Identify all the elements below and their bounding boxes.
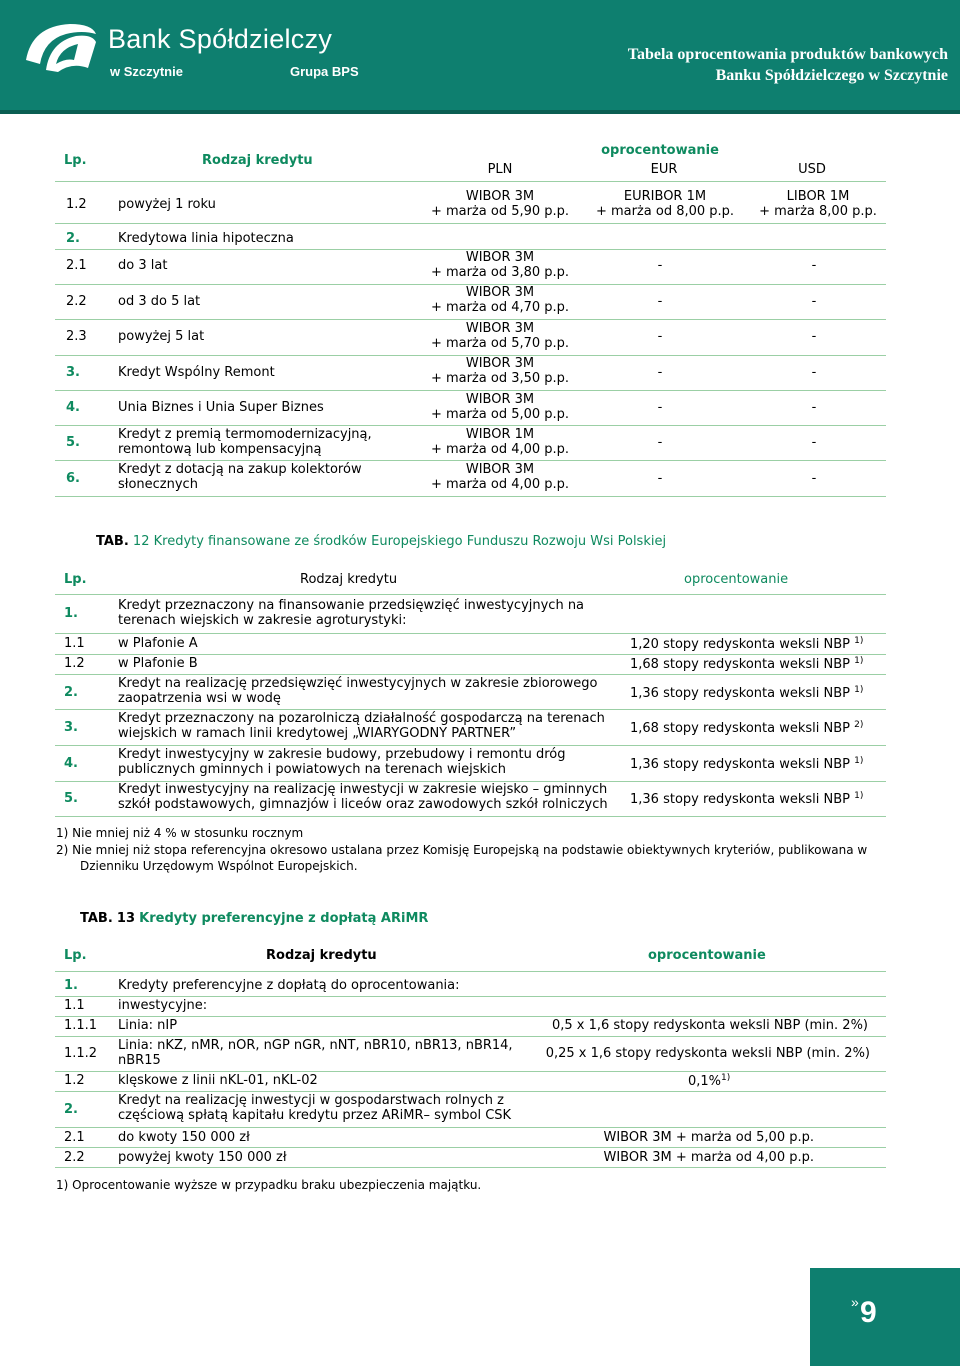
row-name: Kredyt z premią termomodernizacyjną, remontową lub kompensacyjną xyxy=(118,427,372,457)
row-lp: 6. xyxy=(66,471,80,486)
col-header-usd: USD xyxy=(798,162,826,177)
row-divider xyxy=(55,1036,886,1037)
row-name: Kredyty preferencyjne z dopłatą do oprocentowania: xyxy=(118,978,460,993)
row-rate: 1,36 stopy redyskonta weksli NBP $^{1)}$ xyxy=(630,791,864,807)
table-caption: TAB. 12 Kredyty finansowane ze środków Europejskiego Funduszu Rozwoju Wsi Polskiej xyxy=(96,534,667,549)
row-name: w Plafonie B xyxy=(118,656,198,671)
row-rate: 1,68 stopy redyskonta weksli NBP $^{1)}$ xyxy=(630,656,864,672)
row-divider xyxy=(55,816,886,817)
row-name: Linia: nKZ, nMR, nOR, nGP nGR, nNT, nBR10, nBR13, nBR14, nBR15 xyxy=(118,1038,513,1068)
row-lp: 1. xyxy=(64,978,78,993)
row-name: powyżej 5 lat xyxy=(118,329,205,344)
row-name: Kredyt na realizację przedsięwzięć inwestycyjnych w zakresie zbiorowego zaopatrzenia wsi w wodę xyxy=(118,676,598,706)
row-name: powyżej 1 roku xyxy=(118,197,216,212)
row-name: Kredyt przeznaczony na pozarolniczą działalność gospodarczą na terenach wiejskich w ramach linii kredytowej „WIARYGODNY PARTNER” xyxy=(118,711,605,741)
row-pln-rate: WIBOR 3M + marża od 3,80 p.p. xyxy=(430,250,570,280)
col-header-eur: EUR xyxy=(650,162,678,177)
row-divider xyxy=(55,745,886,746)
col-header-oprocentowanie: oprocentowanie xyxy=(648,948,766,963)
row-divider xyxy=(55,1147,886,1148)
row-rate: 0,25 x 1,6 stopy redyskonta weksli NBP (min. 2%) xyxy=(545,1046,870,1061)
document-title xyxy=(628,44,948,86)
row-divider xyxy=(55,425,886,426)
footnote: Dzienniku Urzędowym Wspólnot Europejskich. xyxy=(80,859,358,873)
row-rate: 1,68 stopy redyskonta weksli NBP $^{2)}$ xyxy=(630,720,864,736)
row-rate: WIBOR 3M + marża od 5,00 p.p. xyxy=(603,1130,814,1145)
page-number: 9 xyxy=(860,1296,877,1329)
row-usd-rate: - xyxy=(811,365,817,380)
row-usd-rate: - xyxy=(811,294,817,309)
bank-logo-icon xyxy=(22,20,100,78)
row-lp: 1. xyxy=(64,606,78,621)
row-lp: 1.2 xyxy=(64,1073,85,1088)
chevron-icon: » xyxy=(851,1294,859,1310)
row-name: w Plafonie A xyxy=(118,636,198,651)
footnote: 1) Nie mniej niż 4 % w stosunku rocznym xyxy=(56,826,304,840)
row-lp: 1.1.2 xyxy=(64,1046,98,1061)
row-usd-rate: - xyxy=(811,400,817,415)
row-divider xyxy=(55,1071,886,1072)
row-lp: 2. xyxy=(64,1102,78,1117)
col-header-rodzaj: Rodzaj kredytu xyxy=(202,153,313,168)
footnote: 1) Oprocentowanie wyższe w przypadku braku ubezpieczenia majątku. xyxy=(56,1178,482,1192)
row-name: Kredyt inwestycyjny na realizację inwestycji w zakresie wiejsko – gminnych szkół podstawowych, gimnazjów i liceów oraz zawodowych szkół rolniczych xyxy=(118,782,608,812)
row-name: do 3 lat xyxy=(118,258,168,273)
col-header-pln: PLN xyxy=(487,162,513,177)
row-rate: 1,36 stopy redyskonta weksli NBP $^{1)}$ xyxy=(630,685,864,701)
row-usd-rate: - xyxy=(811,435,817,450)
row-lp: 2. xyxy=(66,231,80,246)
row-lp: 1.2 xyxy=(64,656,85,671)
row-pln-rate: WIBOR 3M + marża od 5,90 p.p. xyxy=(430,189,570,219)
bank-name: Bank Spółdzielczy xyxy=(108,24,333,54)
document-title-line2: Banku Spółdzielczego w Szczytnie xyxy=(715,67,948,84)
row-rate: 0,1%$^{1)}$ xyxy=(688,1073,731,1089)
row-name: Kredyt przeznaczony na finansowanie przedsięwzięć inwestycyjnych na terenach wiejskich w zakresie agroturystyki: xyxy=(118,598,585,628)
row-pln-rate: WIBOR 3M + marża od 3,50 p.p. xyxy=(430,356,570,386)
row-name: Kredyt inwestycyjny w zakresie budowy, przebudowy i remontu dróg publicznych gminnych i powiatowych na terenach wiejskich xyxy=(118,747,566,777)
row-lp: 1.1 xyxy=(64,998,85,1013)
page-header xyxy=(0,0,960,110)
row-eur-rate: - xyxy=(657,435,663,450)
row-name: klęskowe z linii nKL-01, nKL-02 xyxy=(118,1073,318,1088)
page-number-box xyxy=(810,1268,960,1366)
row-name: Kredyt Wspólny Remont xyxy=(118,365,275,380)
row-usd-rate: LIBOR 1M + marża 8,00 p.p. xyxy=(759,189,877,219)
row-name: od 3 do 5 lat xyxy=(118,294,201,309)
row-lp: 2.2 xyxy=(66,294,87,309)
row-pln-rate: WIBOR 3M + marża od 4,70 p.p. xyxy=(430,285,570,315)
row-name: do kwoty 150 000 zł xyxy=(118,1130,250,1145)
col-header-rodzaj: Rodzaj kredytu xyxy=(300,572,398,587)
header-divider xyxy=(0,110,960,114)
row-lp: 4. xyxy=(64,756,78,771)
row-lp: 5. xyxy=(64,791,78,806)
row-eur-rate: - xyxy=(657,258,663,273)
row-eur-rate: - xyxy=(657,400,663,415)
row-eur-rate: - xyxy=(657,471,663,486)
row-pln-rate: WIBOR 3M + marża od 5,00 p.p. xyxy=(430,392,570,422)
row-rate: WIBOR 3M + marża od 4,00 p.p. xyxy=(603,1150,814,1165)
row-divider xyxy=(55,1127,886,1128)
row-lp: 3. xyxy=(64,720,78,735)
row-lp: 5. xyxy=(66,435,80,450)
row-divider xyxy=(55,709,886,710)
row-divider xyxy=(55,390,886,391)
col-header-lp: Lp. xyxy=(64,948,87,963)
col-header-lp: Lp. xyxy=(64,153,87,168)
row-divider xyxy=(55,319,886,320)
row-lp: 3. xyxy=(66,365,80,380)
row-divider xyxy=(55,654,886,655)
table-caption: TAB. 13 Kredyty preferencyjne z dopłatą ARiMR xyxy=(80,911,429,926)
row-lp: 2.1 xyxy=(64,1130,85,1145)
bank-location: w Szczytnie xyxy=(110,64,183,79)
row-divider xyxy=(55,1016,886,1017)
row-usd-rate: - xyxy=(811,471,817,486)
row-divider xyxy=(55,594,886,595)
row-divider xyxy=(55,1091,886,1092)
row-divider xyxy=(55,1167,886,1168)
row-divider xyxy=(55,460,886,461)
col-header-oprocentowanie: oprocentowanie xyxy=(684,572,789,587)
row-name: inwestycyjne: xyxy=(118,998,208,1013)
row-eur-rate: - xyxy=(657,294,663,309)
row-lp: 1.2 xyxy=(66,197,87,212)
row-name: Kredyt na realizację inwestycji w gospodarstwach rolnych z częściową spłatą kapitału kredytu przez ARiMR– symbol CSK xyxy=(118,1093,512,1123)
row-eur-rate: - xyxy=(657,365,663,380)
row-divider xyxy=(55,674,886,675)
row-lp: 1.1 xyxy=(64,636,85,651)
document-title-line1: Tabela oprocentowania produktów bankowych xyxy=(627,46,948,63)
row-divider xyxy=(55,223,886,224)
row-name: Kredytowa linia hipoteczna xyxy=(118,231,294,246)
row-divider xyxy=(55,496,886,497)
row-lp: 4. xyxy=(66,400,80,415)
col-header-rodzaj: Rodzaj kredytu xyxy=(266,948,377,963)
footnote: 2) Nie mniej niż stopa referencyjna okresowo ustalana przez Komisję Europejską na podstawie obiektywnych kryteriów, publikowana w xyxy=(56,843,868,857)
col-header-lp: Lp. xyxy=(64,572,87,587)
row-rate: 0,5 x 1,6 stopy redyskonta weksli NBP (min. 2%) xyxy=(551,1018,868,1033)
row-rate: 1,20 stopy redyskonta weksli NBP $^{1)}$ xyxy=(630,636,864,652)
row-name: powyżej kwoty 150 000 zł xyxy=(118,1150,287,1165)
row-rate: 1,36 stopy redyskonta weksli NBP $^{1)}$ xyxy=(630,756,864,772)
row-divider xyxy=(55,996,886,997)
row-pln-rate: WIBOR 3M + marża od 4,00 p.p. xyxy=(430,462,570,492)
row-usd-rate: - xyxy=(811,258,817,273)
row-lp: 2. xyxy=(64,685,78,700)
row-divider xyxy=(55,633,886,634)
col-header-oprocentowanie: oprocentowanie xyxy=(601,143,719,158)
row-eur-rate: EURIBOR 1M + marża od 8,00 p.p. xyxy=(595,189,735,219)
row-lp: 2.1 xyxy=(66,258,87,273)
row-divider xyxy=(55,971,886,972)
row-usd-rate: - xyxy=(811,329,817,344)
bank-group: Grupa BPS xyxy=(290,64,359,79)
row-lp: 2.3 xyxy=(66,329,87,344)
row-divider xyxy=(55,181,886,182)
row-name: Unia Biznes i Unia Super Biznes xyxy=(118,400,324,415)
row-pln-rate: WIBOR 1M + marża od 4,00 p.p. xyxy=(430,427,570,457)
row-lp: 2.2 xyxy=(64,1150,85,1165)
row-name: Kredyt z dotacją na zakup kolektorów słonecznych xyxy=(118,462,362,492)
row-lp: 1.1.1 xyxy=(64,1018,98,1033)
row-pln-rate: WIBOR 3M + marża od 5,70 p.p. xyxy=(430,321,570,351)
row-eur-rate: - xyxy=(657,329,663,344)
row-name: Linia: nIP xyxy=(118,1018,178,1033)
